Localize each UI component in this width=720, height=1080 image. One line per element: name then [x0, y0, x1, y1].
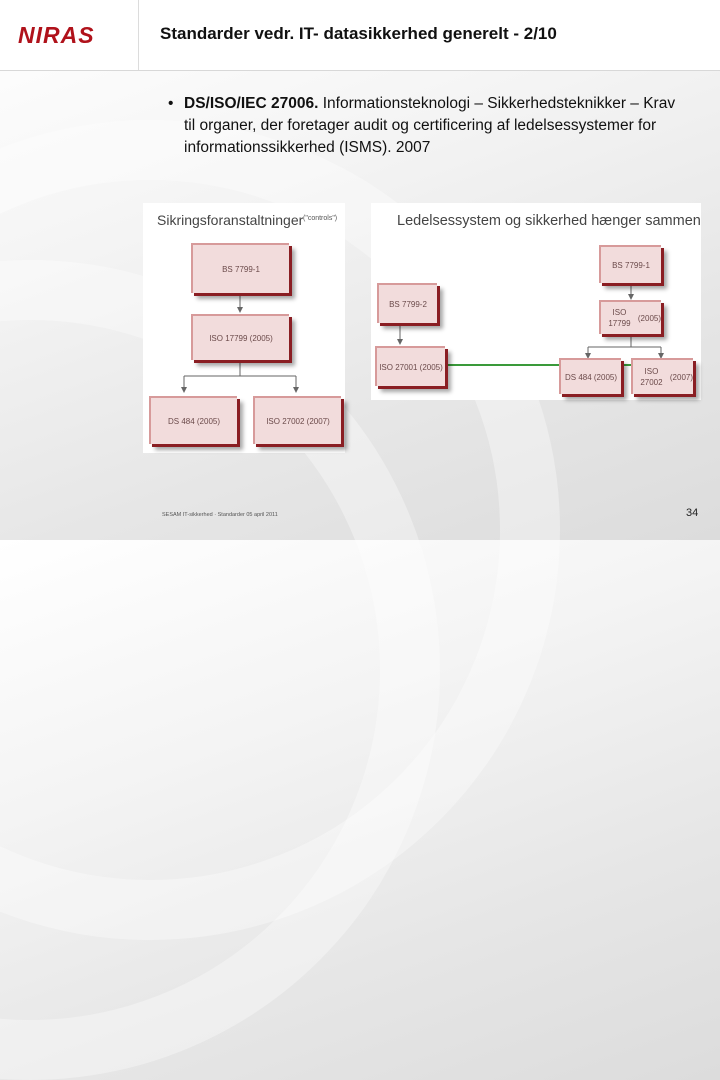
node-label: ISO 27001 (2005)	[379, 362, 443, 372]
node-label: BS 7799-1	[222, 264, 260, 274]
bullet-text	[184, 93, 688, 159]
node-ds484-right	[559, 358, 621, 394]
node-iso27001	[375, 346, 445, 386]
niras-logo: NIRAS	[18, 22, 95, 48]
bullet-body-text: Informationsteknologi – Sikkerhedsteknikker – Krav til organer, der foretager audit og certificering af ledelsessystemer for informationssikkerhed (ISMS). 2007	[184, 95, 676, 156]
node-label: (2005)	[637, 313, 661, 323]
node-label: DS 484 (2005)	[167, 416, 221, 426]
node-label: ISO 27002	[640, 367, 663, 387]
node-iso17799-right	[599, 300, 661, 334]
bullet-bold-text: DS/ISO/IEC 27006.	[184, 95, 319, 112]
controls-diagram-subtitle: ("controls")	[303, 215, 338, 222]
bullet-point	[168, 93, 688, 159]
controls-diagram-title: Sikringsforanstaltninger	[157, 212, 304, 228]
management-diagram-title: Ledelsessystem og sikkerhed hænger sammen	[397, 213, 701, 229]
node-iso27002-right	[631, 358, 693, 394]
node-iso27002	[253, 396, 341, 444]
slide-title: Standarder vedr. IT- datasikkerhed generelt - 2/10	[160, 24, 557, 43]
node-iso17799	[191, 314, 289, 360]
node-label: BS 7799-1	[612, 260, 650, 270]
management-system-diagram	[371, 203, 701, 400]
node-label: ISO 27002 (2007)	[266, 416, 330, 426]
node-ds484	[149, 396, 237, 444]
page-number: 34	[686, 507, 699, 519]
node-bs7799-1	[191, 243, 289, 293]
node-bs7799-1-right	[599, 245, 661, 283]
header-divider	[138, 0, 139, 70]
slide-footer: SESAM IT-sikkerhed · Standarder 05 april 2011	[162, 512, 278, 518]
node-label: ISO 17799	[608, 308, 631, 328]
node-label: ISO 17799 (2005)	[209, 333, 273, 343]
node-label: BS 7799-2	[389, 299, 427, 309]
controls-diagram	[143, 203, 345, 453]
slide-header	[0, 0, 720, 71]
bullet-marker: •	[168, 95, 174, 112]
node-bs7799-2	[377, 283, 437, 323]
node-label: (2007)	[669, 372, 693, 382]
node-label: DS 484 (2005)	[564, 372, 618, 382]
